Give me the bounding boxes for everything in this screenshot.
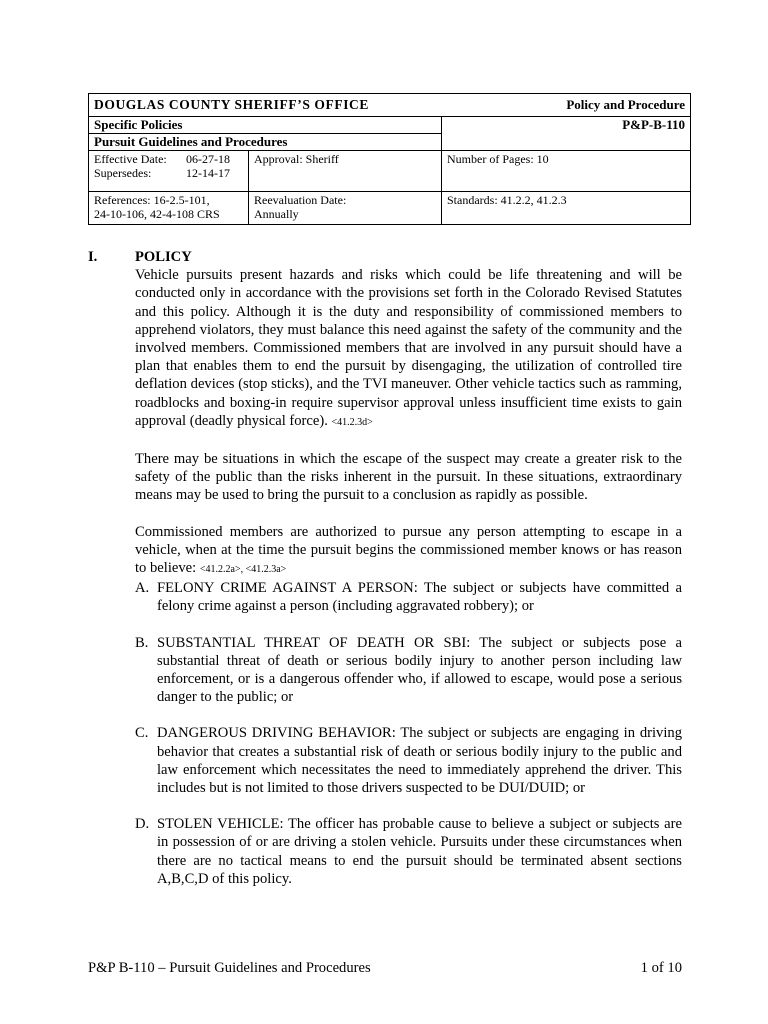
standards-cell	[442, 192, 691, 225]
doc-number-cell	[442, 117, 691, 151]
standards: Standards: 41.2.2, 41.2.3	[447, 193, 567, 207]
header-table	[88, 93, 691, 225]
reevaluation-cell	[249, 192, 442, 225]
item-letter: B.	[135, 634, 149, 651]
paragraph-3-text: Commissioned members are authorized to pursue any person attempting to escape in a vehicle, when at the time the pursuit begins the commissioned member knows or has reason to believe:	[135, 523, 682, 577]
approval-cell	[249, 151, 442, 192]
references-line-1: References: 16-2.5-101,	[94, 193, 210, 207]
item-text: FELONY CRIME AGAINST A PERSON: The subject or subjects have committed a felony crime against a person (including aggravated robbery); or	[157, 580, 682, 615]
page-number: 1 of 10	[640, 960, 682, 976]
paragraph-1-text: Vehicle pursuits present hazards and risks which could be life threatening and will be conducted only in accordance with the provisions set forth in the Colorado Revised Statutes and this policy. Although it is the duty and responsibility of commissioned members to apprehend violators, they must balance this need against the safety of the community and the involved members. Commissioned members that are involved in any pursuit should have a plan that enables them to end the pursuit by disengaging, the utilization of controlled tire deflation devices (stop sticks), and the TVI maneuver. Other vehicle tactics such as ramming, roadblocks and boxing-in require supervisor approval unless insufficient time exists to gain approval (deadly physical force).	[135, 267, 682, 429]
approval: Approval: Sheriff	[254, 152, 339, 166]
list-item	[135, 634, 682, 707]
pages-cell	[442, 151, 691, 192]
item-letter: A.	[135, 580, 150, 597]
section-body	[135, 266, 682, 888]
references-line-2: 24-10-106, 42-4-108 CRS	[94, 207, 220, 221]
section-title: POLICY	[135, 249, 192, 265]
section-number: I.	[88, 249, 98, 265]
effective-label: Effective Date:	[94, 152, 167, 166]
supersedes-date: 12-14-17	[186, 166, 230, 180]
list-item	[135, 579, 682, 615]
office-name: DOUGLAS COUNTY SHERIFF’S OFFICE	[94, 97, 370, 112]
category-cell	[89, 117, 442, 134]
paragraph-2: There may be situations in which the escape of the suspect may create a greater risk to the safety of the public than the risks inherent in the pursuit. In these situations, extraordinary means may be used to bring the pursuit to a conclusion as rapidly as possible.	[135, 451, 682, 504]
reevaluation-value: Annually	[254, 207, 299, 221]
list-item	[135, 724, 682, 797]
supersedes-label: Supersedes:	[94, 166, 152, 180]
effective-date: 06-27-18	[186, 152, 230, 166]
item-text: STOLEN VEHICLE: The officer has probable cause to believe a subject or subjects are in possession of or are driving a stolen vehicle. Pursuits under these circumstances when there are no tactical means to end the pursuit should be terminated absent sections A,B,C,D of this policy.	[157, 816, 682, 887]
paragraph-3	[135, 523, 682, 580]
policy-title: Pursuit Guidelines and Procedures	[94, 134, 288, 149]
policy-section	[88, 248, 682, 906]
references-cell	[89, 192, 249, 225]
policy-title-cell	[89, 134, 442, 151]
doc-type: Policy and Procedure	[566, 97, 686, 112]
reevaluation-label: Reevaluation Date:	[254, 193, 347, 207]
footer-title: P&P B-110 – Pursuit Guidelines and Procedures	[88, 960, 371, 976]
item-letter: D.	[135, 816, 150, 833]
header-title-cell	[89, 94, 691, 117]
item-text: SUBSTANTIAL THREAT OF DEATH OR SBI: The subject or subjects pose a substantial threat of death or serious bodily injury to another person including law enforcement, or is a dangerous offender who, if allowed to escape, would pose a serious danger to the public; or	[157, 634, 682, 706]
section-heading	[88, 248, 682, 266]
item-letter: C.	[135, 725, 149, 742]
citation: <41.2.2a>, <41.2.3a>	[199, 564, 287, 576]
page-count: Number of Pages: 10	[447, 152, 549, 166]
category: Specific Policies	[94, 117, 183, 132]
page-footer	[88, 960, 682, 977]
citation: <41.2.3d>	[331, 416, 373, 428]
effective-cell	[89, 151, 249, 192]
paragraph-1	[135, 266, 682, 432]
list-item	[135, 815, 682, 888]
doc-number: P&P-B-110	[622, 117, 686, 132]
item-text: DANGEROUS DRIVING BEHAVIOR: The subject or subjects are engaging in driving behavior that creates a substantial risk of death or serious bodily injury to the public and law enforcement which necessitates the need to immediately apprehend the driver. This includes but is not limited to those drivers suspected to be DUI/DUID; or	[157, 725, 682, 797]
